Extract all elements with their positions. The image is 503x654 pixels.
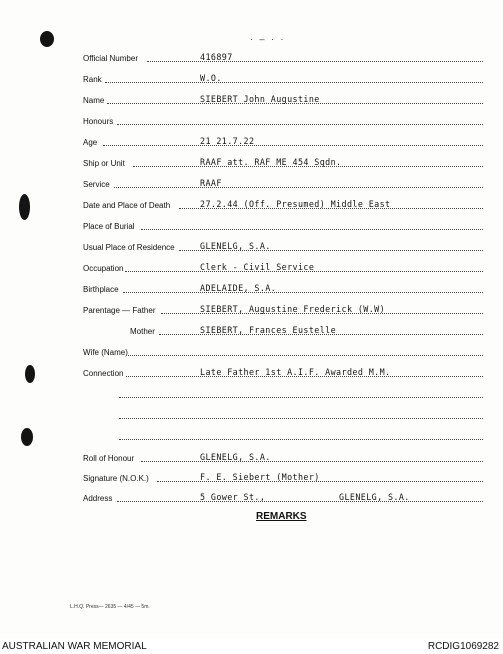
header-specks: · – · · bbox=[250, 34, 286, 44]
binder-hole-2 bbox=[19, 194, 30, 220]
field-value-street: 5 Gower St., bbox=[200, 492, 266, 502]
field-value: SIEBERT John Augustine bbox=[200, 94, 320, 104]
field-value: Clerk - Civil Service bbox=[200, 262, 315, 272]
field-service bbox=[83, 177, 483, 191]
field-value: GLENELG, S.A. bbox=[200, 452, 271, 462]
field-value: 21 21.7.22 bbox=[200, 136, 255, 146]
field-label: Service bbox=[83, 180, 110, 189]
field-birthplace bbox=[83, 282, 483, 296]
remarks-heading: REMARKS bbox=[256, 511, 307, 522]
field-value: 416897 bbox=[200, 52, 233, 62]
field-label: Rank bbox=[83, 75, 102, 84]
field-age bbox=[83, 135, 483, 149]
field-label: Signature (N.O.K.) bbox=[83, 474, 149, 483]
field-label: Connection bbox=[83, 369, 124, 378]
field-honours bbox=[83, 114, 483, 128]
field-label: Birthplace bbox=[83, 285, 119, 294]
field-name bbox=[83, 93, 483, 107]
field-value-city: GLENELG, S.A. bbox=[339, 492, 410, 502]
field-wife bbox=[83, 345, 483, 359]
binder-hole-4 bbox=[21, 428, 33, 446]
field-label: Mother bbox=[130, 327, 155, 336]
field-label: Name bbox=[83, 96, 105, 105]
field-value: Late Father 1st A.I.F. Awarded M.M. bbox=[200, 367, 391, 377]
field-official-number bbox=[83, 51, 483, 65]
field-father bbox=[83, 303, 483, 317]
field-usual-residence bbox=[83, 240, 483, 254]
field-label: Age bbox=[83, 138, 98, 147]
field-rank bbox=[83, 72, 483, 86]
field-value: GLENELG, S.A. bbox=[200, 241, 271, 251]
field-label: Roll of Honour bbox=[83, 454, 135, 463]
field-value: 27.2.44 (Off. Presumed) Middle East bbox=[200, 199, 391, 209]
field-label: Address bbox=[83, 494, 113, 503]
binder-hole-1 bbox=[40, 31, 54, 47]
field-label: Parentage — Father bbox=[83, 306, 156, 315]
field-signature bbox=[83, 471, 483, 485]
field-address bbox=[83, 491, 483, 505]
blank-line bbox=[83, 429, 483, 443]
field-label: Official Number bbox=[83, 54, 138, 63]
field-value: RAAF bbox=[200, 178, 222, 188]
field-value: SIEBERT, Augustine Frederick (W.W) bbox=[200, 304, 386, 314]
field-label: Wife (Name) bbox=[83, 348, 128, 357]
field-ship-or-unit bbox=[83, 156, 483, 170]
field-date-place-death bbox=[83, 198, 483, 212]
field-label: Ship or Unit bbox=[83, 159, 125, 168]
field-place-of-burial bbox=[83, 219, 483, 233]
field-label: Usual Place of Residence bbox=[83, 243, 175, 252]
blank-line bbox=[83, 408, 483, 422]
field-roll-of-honour bbox=[83, 451, 483, 465]
record-id: RCDIG1069282 bbox=[427, 641, 499, 652]
field-label: Honours bbox=[83, 117, 114, 126]
blank-line bbox=[83, 387, 483, 401]
footer-bar bbox=[0, 638, 503, 654]
archive-name: AUSTRALIAN WAR MEMORIAL bbox=[2, 641, 147, 652]
field-value: ADELAIDE, S.A. bbox=[200, 283, 277, 293]
field-label: Occupation bbox=[83, 264, 124, 273]
field-value: F. E. Siebert (Mother) bbox=[200, 472, 320, 482]
field-value: RAAF att. RAF ME 454 Sqdn. bbox=[200, 157, 342, 167]
printer-imprint: L.H.Q. Press— 2635 — 4/45 — 5m. bbox=[70, 604, 150, 610]
field-label: Place of Burial bbox=[83, 222, 135, 231]
field-connection bbox=[83, 366, 483, 380]
field-label: Date and Place of Death bbox=[83, 201, 171, 210]
binder-hole-3 bbox=[25, 365, 35, 383]
field-occupation bbox=[83, 261, 483, 275]
field-mother bbox=[83, 324, 483, 338]
field-value: SIEBERT, Frances Eustelle bbox=[200, 325, 337, 335]
field-value: W.O. bbox=[200, 73, 222, 83]
